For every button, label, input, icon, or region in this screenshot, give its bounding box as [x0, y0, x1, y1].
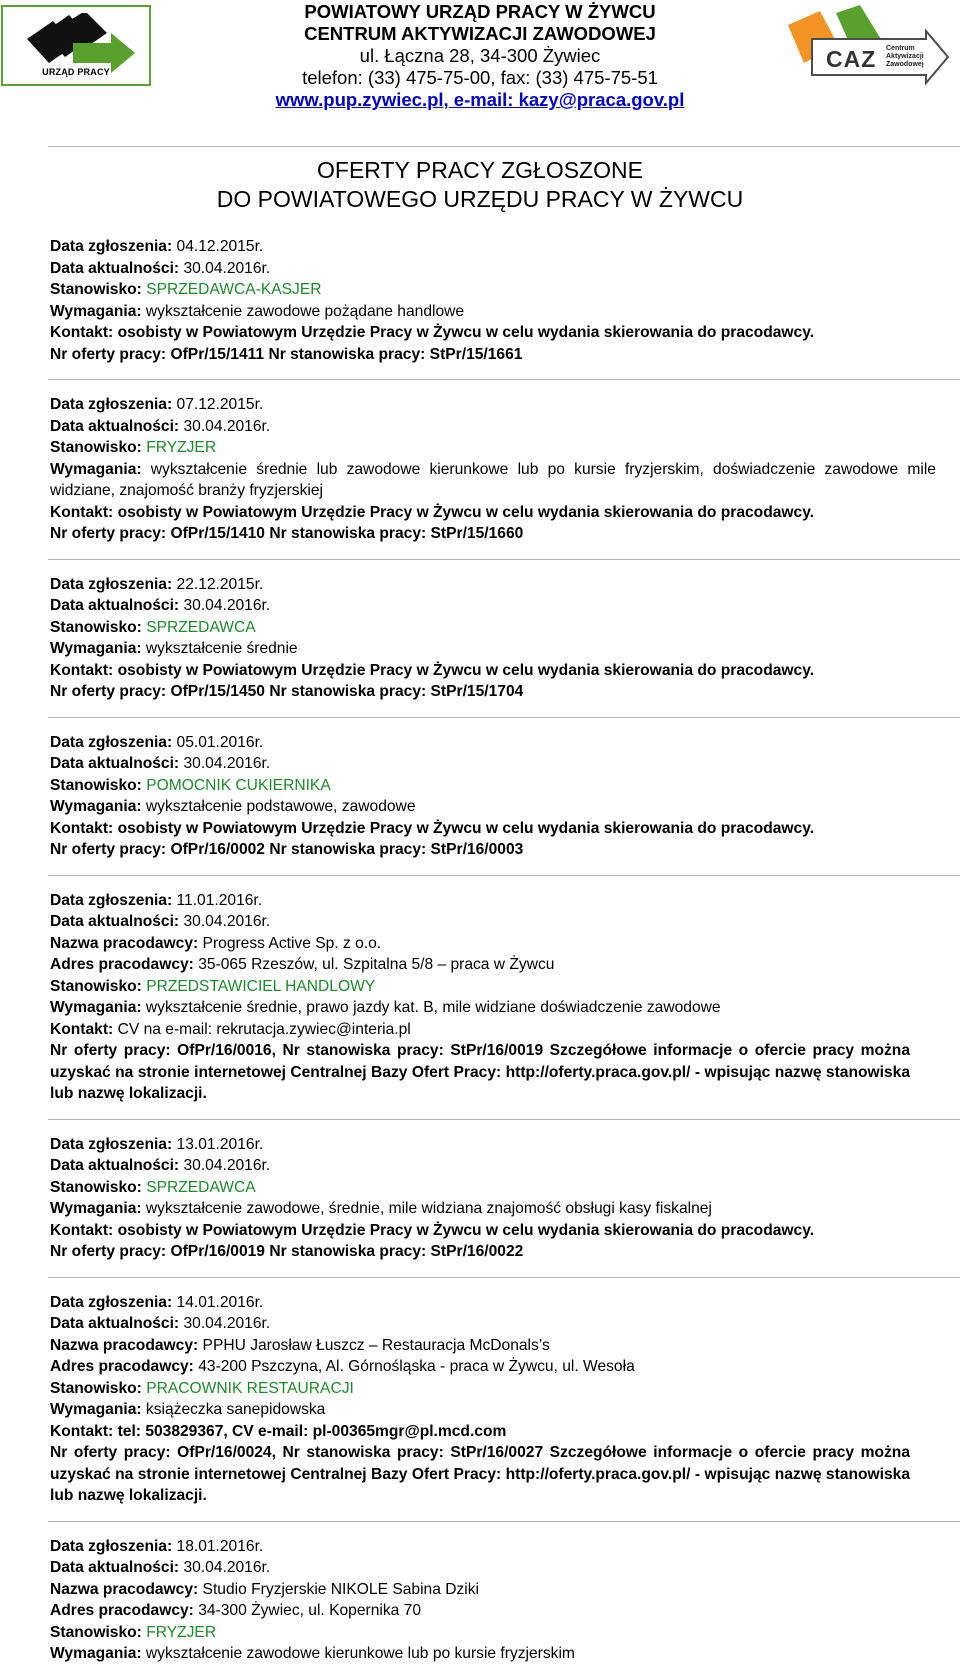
web-email-link[interactable]: www.pup.zywiec.pl, e-mail: kazy@praca.gov.pl — [275, 89, 685, 110]
page-title: OFERTY PRACY ZGŁOSZONE DO POWIATOWEGO URZĘDU PRACY W ŻYWCU — [216, 157, 744, 212]
urzad-pracy-logo — [1, 5, 151, 86]
offer-item: Data zgłoszenia: 22.12.2015r. Data aktualności: 30.04.2016r. Stanowisko: SPRZEDAWCA Wymagania: wykształcenie średnie Kontakt: osobisty w Powiatowym Urzędzie Pracy w Żywcu w celu wydania skierowania do pracodawcy. Nr oferty pracy: OfPr/15/1450 Nr stanowiska pracy: StPr/15/1704 — [50, 575, 815, 700]
offers-list — [50, 236, 950, 1665]
offer-item: Data zgłoszenia: 05.01.2016r. Data aktualności: 30.04.2016r. Stanowisko: POMOCNIK CUKIERNIKA Wymagania: wykształcenie podstawowe, zawodowe Kontakt: osobisty w Powiatowym Urzędzie Pracy w Żywcu w celu wydania skierowania do pracodawcy. Nr oferty pracy: OfPr/16/0002 Nr stanowiska pracy: StPr/16/0003 — [50, 733, 815, 858]
offer-item: Data zgłoszenia: 14.01.2016r. Data aktualności: 30.04.2016r. Nazwa pracodawcy: PPHU Jarosław Łuszcz – Restauracja McDonals’s Adres pracodawcy: 43-200 Pszczyna, Al. Górnośląska - praca w Żywcu, ul. Wesoła Stanowisko: PRACOWNIK RESTAURACJI Wymagania: książeczka sanepidowska Kontakt: tel: 503829367, CV e-mail: pl-00365mgr@pl.mcd.com Nr oferty pracy: OfPr/16/0024, Nr stanowiska pracy: StPr/16/0027 Szczegółowe informacje o ofercie pracy można uzyskać na stronie internetowej Centralnej Bazy Ofert Pracy: http://oferty.praca.gov.pl/ - wpisując nazwę stanowiska lub nazwę lokalizacji. — [50, 1293, 910, 1504]
offer-item: Data zgłoszenia: 13.01.2016r. Data aktualności: 30.04.2016r. Stanowisko: SPRZEDAWCA Wymagania: wykształcenie zawodowe, średnie, mile widziana znajomość obsługi kasy fiskalnej Kontakt: osobisty w Powiatowym Urzędzie Pracy w Żywcu w celu wydania skierowania do pracodawcy. Nr oferty pracy: OfPr/16/0019 Nr stanowiska pracy: StPr/16/0022 — [50, 1135, 815, 1260]
center-name: CENTRUM AKTYWIZACJI ZAWODOWEJ — [304, 23, 656, 44]
offer-divider — [48, 559, 960, 560]
offer-item: Data zgłoszenia: 04.12.2015r. Data aktualności: 30.04.2016r. Stanowisko: SPRZEDAWCA-KASJER Wymagania: wykształcenie zawodowe pożądane handlowe Kontakt: osobisty w Powiatowym Urzędzie Pracy w Żywcu w celu wydania skierowania do pracodawcy. Nr oferty pracy: OfPr/15/1411 Nr stanowiska pracy: StPr/15/1661 — [50, 238, 815, 363]
caz-logo — [786, 5, 950, 87]
header-address-block — [225, 1, 735, 111]
logo-caption: URZĄD PRACY — [42, 67, 110, 77]
offer-divider — [48, 717, 960, 718]
caz-subtitle: Centrum Aktywizacji Zawodowej — [886, 45, 924, 68]
offer-item: Data zgłoszenia: 18.01.2016r. Data aktualności: 30.04.2016r. Nazwa pracodawcy: Studio Fryzjerskie NIKOLE Sabina Dziki Adres pracodawcy: 34-300 Żywiec, ul. Kopernika 70 Stanowisko: FRYZJER Wymagania: wykształcenie zawodowe kierunkowe lub po kursie fryzjerskim — [50, 1537, 575, 1662]
address: ul. Łączna 28, 34-300 Żywiec — [359, 45, 601, 66]
offer-item: Data zgłoszenia: 07.12.2015r. Data aktualności: 30.04.2016r. Stanowisko: FRYZJER Wymagania: wykształcenie średnie lub zawodowe kierunkowe lub po kursie fryzjerskim, doświadczenie zawodowe mile widziane, znajomość branży fryzjerskiej Kontakt: osobisty w Powiatowym Urzędzie Pracy w Żywcu w celu wydania skierowania do pracodawcy. Nr oferty pracy: OfPr/15/1410 Nr stanowiska pracy: StPr/15/1660 — [50, 396, 936, 542]
offer-item: Data zgłoszenia: 11.01.2016r. Data aktualności: 30.04.2016r. Nazwa pracodawcy: Progress Active Sp. z o.o. Adres pracodawcy: 35-065 Rzeszów, ul. Szpitalna 5/8 – praca w Żywcu Stanowisko: PRZEDSTAWICIEL HANDLOWY Wymagania: wykształcenie średnie, prawo jazdy kat. B, mile widziane doświadczenie zawodowe Kontakt: CV na e-mail: rekrutacja.zywiec@interia.pl Nr oferty pracy: OfPr/16/0016, Nr stanowiska pracy: StPr/16/0019 Szczegółowe informacje o ofercie pracy można uzyskać na stronie internetowej Centralnej Bazy Ofert Pracy: http://oferty.praca.gov.pl/ - wpisując nazwę stanowiska lub nazwę lokalizacji. — [50, 891, 910, 1102]
header-divider — [48, 146, 960, 147]
phone: telefon: (33) 475-75-00, fax: (33) 475-75-51 — [302, 67, 658, 88]
urzad-pracy-arrow-icon — [13, 13, 141, 75]
org-name: POWIATOWY URZĄD PRACY W ŻYWCU — [304, 1, 656, 22]
offer-divider — [48, 1119, 960, 1120]
offer-divider — [48, 379, 960, 380]
offer-divider — [48, 1277, 960, 1278]
caz-text: CAZ — [826, 46, 877, 72]
offer-divider — [48, 875, 960, 876]
offer-divider — [48, 1521, 960, 1522]
